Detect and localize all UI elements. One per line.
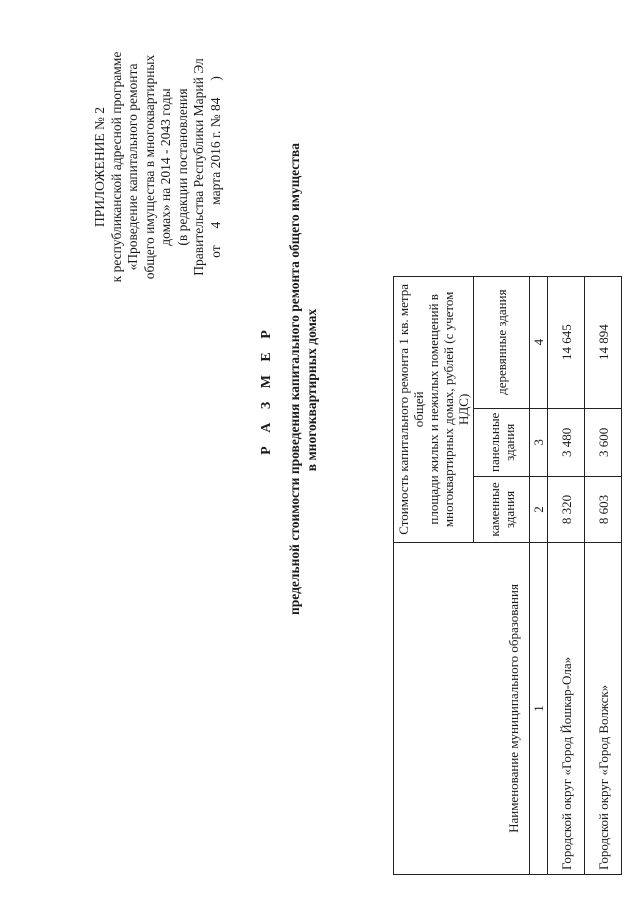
column-number: 3 [530, 408, 548, 476]
appendix-line: «Проведение капитального ремонта [125, 63, 140, 271]
header-text: каменные [486, 482, 502, 537]
column-header-cost-group [394, 276, 474, 542]
column-header-wood [474, 276, 530, 408]
column-number: 1 [530, 543, 548, 875]
appendix-line: Правительства Республики Марий Эл [191, 58, 206, 276]
table-row [548, 276, 585, 874]
table-row [585, 276, 622, 874]
cost-table [393, 276, 622, 875]
panel-cost: 3 600 [585, 408, 622, 476]
wood-cost: 14 645 [548, 276, 585, 408]
appendix-line: от 4 марта 2016 г. № 84 ) [207, 76, 223, 258]
document-title [258, 143, 320, 615]
column-number: 4 [530, 276, 548, 408]
header-text: площади жилых и нежилых помещений в [426, 294, 441, 525]
appendix-line: ПРИЛОЖЕНИЕ № 2 [92, 106, 107, 228]
cost-table-wrapper [393, 276, 622, 875]
header-text: многоквартирных домах, рублей (с учетом НДС) [441, 291, 471, 528]
header-text: Наименование муниципального образования [506, 584, 521, 833]
header-text: панельные [486, 412, 502, 472]
header-text: здания [501, 490, 517, 529]
wood-cost: 14 894 [585, 276, 622, 408]
header-text: Стоимость капитального ремонта 1 кв. метра общей [396, 283, 426, 535]
title-line: предельной стоимости проведения капитального ремонта общего имущества [287, 143, 302, 615]
appendix-line: к республиканской адресной программе [108, 51, 124, 283]
appendix-line: общего имущества в многоквартирных [141, 54, 157, 280]
column-number: 2 [530, 477, 548, 543]
column-header-panel [474, 408, 530, 476]
header-text: деревянные здания [494, 289, 509, 395]
municipality-name: Городской округ «Город Волжск» [585, 543, 622, 875]
panel-cost: 3 480 [548, 408, 585, 476]
stone-cost: 8 603 [585, 477, 622, 543]
header-text: здания [501, 423, 517, 461]
appendix-header [92, 29, 224, 305]
municipality-name: Городской округ «Город Йошкар-Ола» [548, 543, 585, 875]
title-line: в многоквартирных домах [304, 308, 319, 472]
stone-cost: 8 320 [548, 477, 585, 543]
column-header-municipality [394, 543, 530, 875]
column-header-stone [474, 477, 530, 543]
appendix-line: домах» на 2014 - 2043 годы [158, 88, 173, 246]
appendix-line: (в редакции постановления [174, 88, 190, 246]
title-heading: Р А З М Е Р [259, 325, 274, 455]
